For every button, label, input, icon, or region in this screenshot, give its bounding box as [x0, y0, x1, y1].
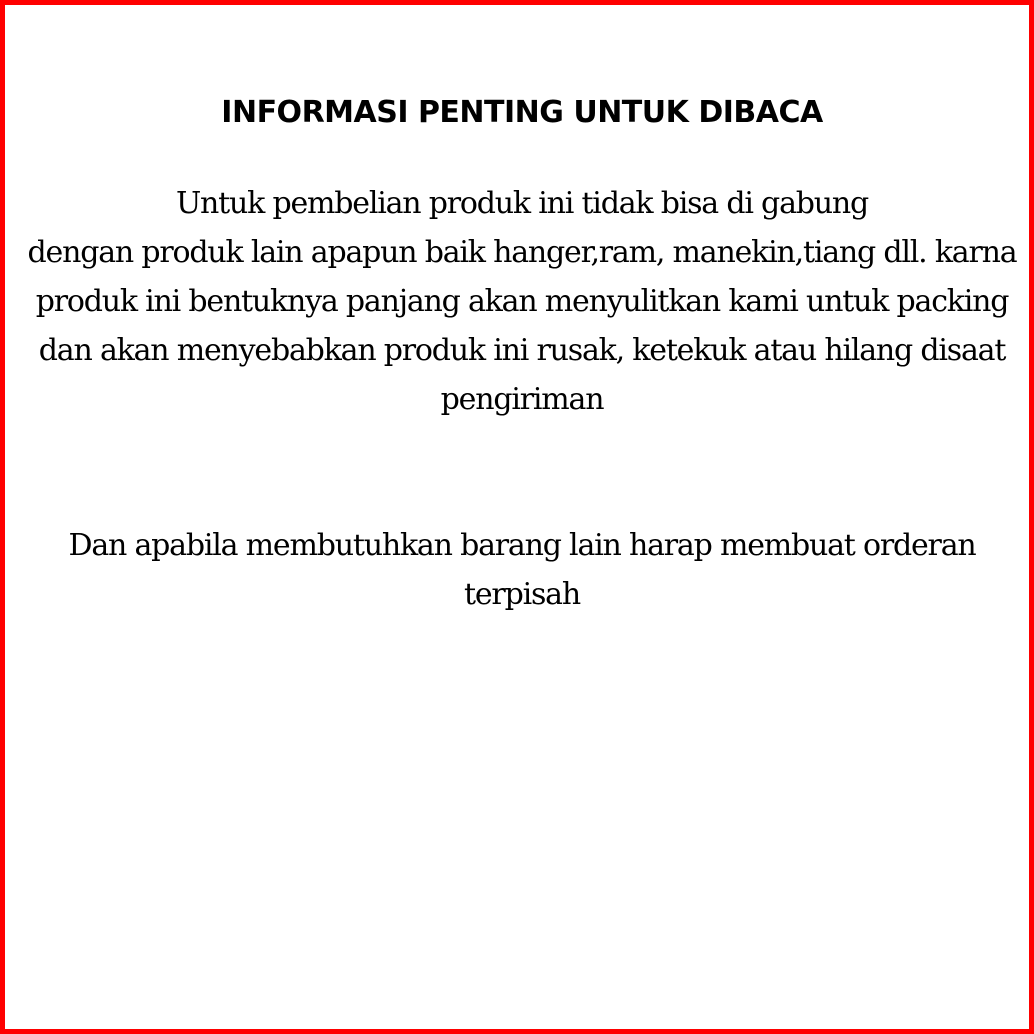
notice-paragraph-separate-order — [5, 521, 1034, 619]
text-line: dan akan menyebabkan produk ini rusak, ketekuk atau hilang disaat — [38, 333, 1006, 368]
text-line: Dan apabila membutuhkan barang lain harap membuat orderan — [68, 528, 976, 563]
text-line: dengan produk lain apapun baik hanger,ram, manekin,tiang dll. karna — [27, 235, 1017, 270]
text-line: Untuk pembelian produk ini tidak bisa di gabung — [175, 186, 869, 221]
notice-paragraph-order-restriction — [5, 179, 1034, 424]
text-line: pengiriman — [440, 382, 604, 417]
text-line: terpisah — [464, 577, 580, 612]
notice-title: INFORMASI PENTING UNTUK DIBACA — [221, 95, 823, 130]
text-line: produk ini bentuknya panjang akan menyulitkan kami untuk packing — [35, 284, 1009, 319]
